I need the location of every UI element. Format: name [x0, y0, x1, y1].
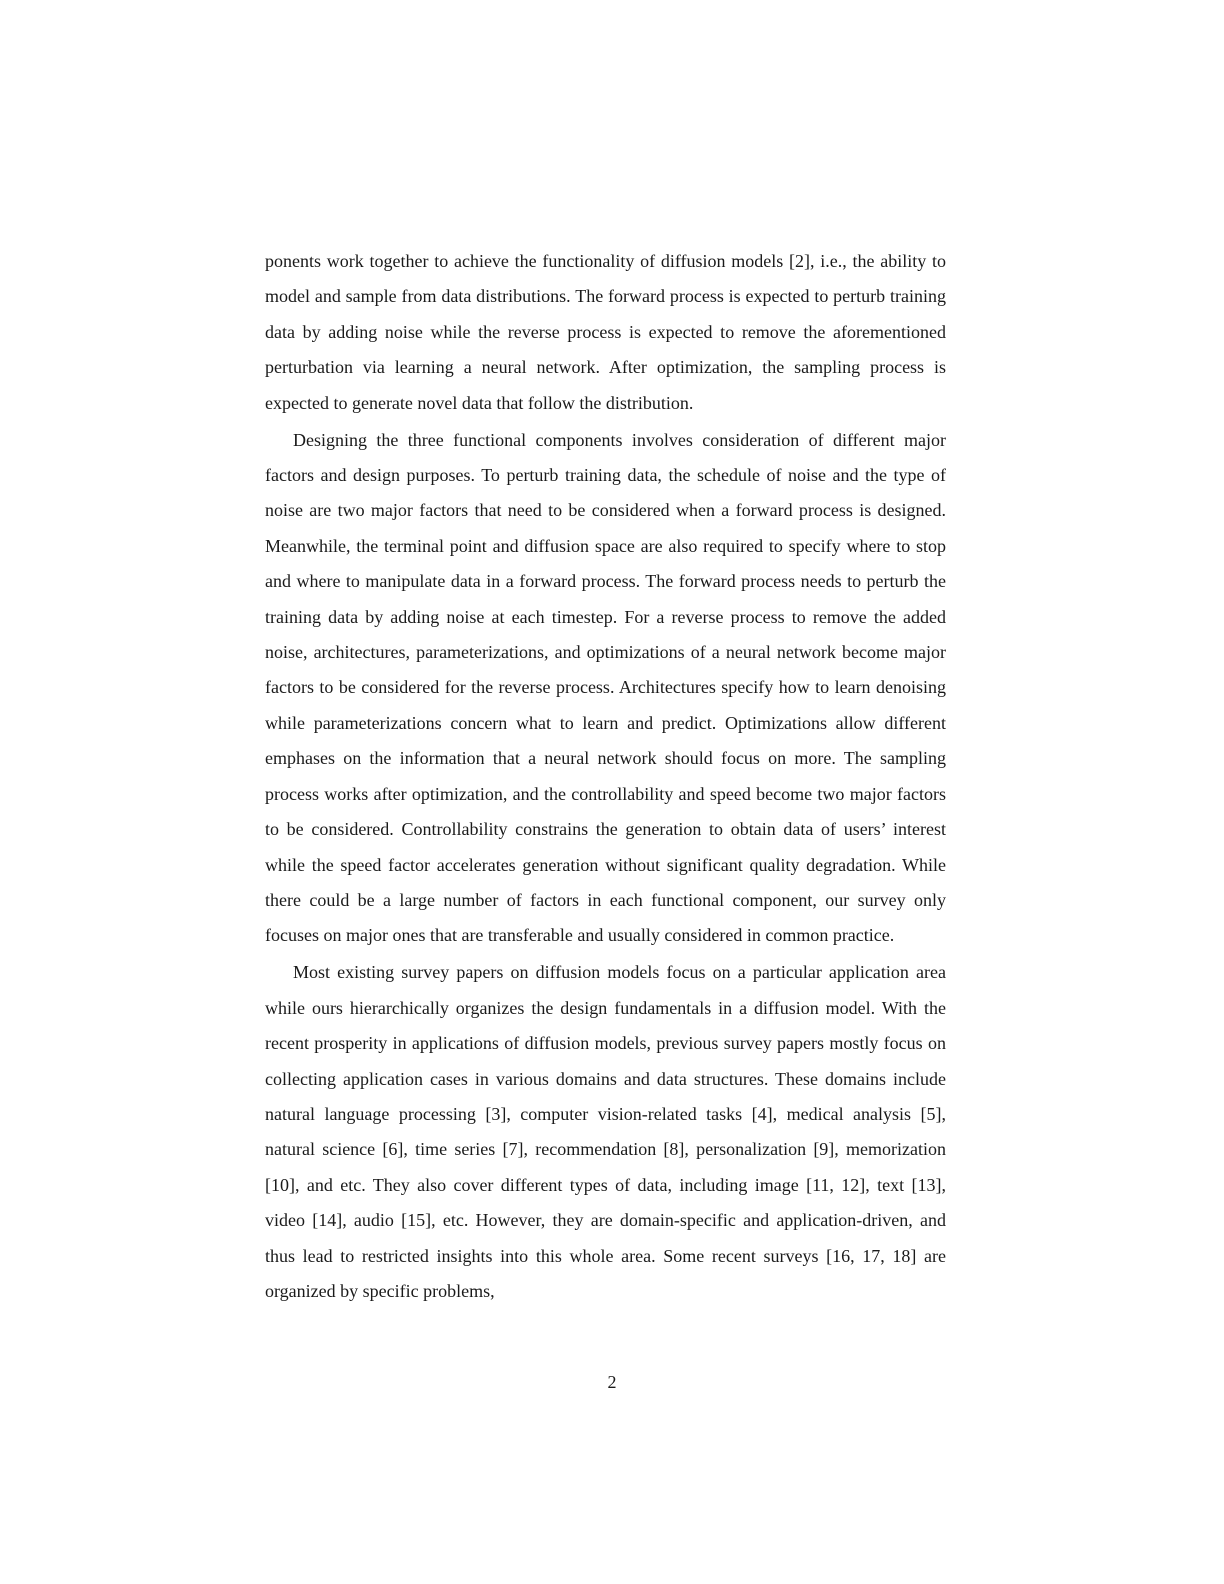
- paragraph-3: Most existing survey papers on diffusion models focus on a particular application area while ours hierarchically organizes the design fundamentals in a diffusion model. With the recent prosperity in applications of diffusion models, previous survey papers mostly focus on collecting application cases in various domains and data structures. These domains include natural language processing [3], computer vision-related tasks [4], medical analysis [5], natural science [6], time series [7], recommendation [8], personalization [9], memorization [10], and etc. They also cover different types of data, including image [11, 12], text [13], video [14], audio [15], etc. However, they are domain-specific and application-driven, and thus lead to restricted insights into this whole area. Some recent surveys [16, 17, 18] are organized by specific problems,: [265, 962, 946, 1301]
- body-text: [265, 244, 946, 1311]
- page-number: 2: [607, 1372, 617, 1392]
- paragraph-1: ponents work together to achieve the functionality of diffusion models [2], i.e., the ability to model and sample from data distributions. The forward process is expected to perturb training data by adding noise while the reverse process is expected to remove the aforementioned perturbation via learning a neural network. After optimization, the sampling process is expected to generate novel data that follow the distribution.: [265, 251, 946, 413]
- paragraph-2: Designing the three functional components involves consideration of different major factors and design purposes. To perturb training data, the schedule of noise and the type of noise are two major factors that need to be considered when a forward process is designed. Meanwhile, the terminal point and diffusion space are also required to specify where to stop and where to manipulate data in a forward process. The forward process needs to perturb the training data by adding noise at each timestep. For a reverse process to remove the added noise, architectures, parameterizations, and optimizations of a neural network become major factors to be considered for the reverse process. Architectures specify how to learn denoising while parameterizations concern what to learn and predict. Optimizations allow different emphases on the information that a neural network should focus on more. The sampling process works after optimization, and the controllability and speed become two major factors to be considered. Controllability constrains the generation to obtain data of users’ interest while the speed factor accelerates generation without significant quality degradation. While there could be a large number of factors in each functional component, our survey only focuses on major ones that are transferable and usually considered in common practice.: [265, 429, 946, 946]
